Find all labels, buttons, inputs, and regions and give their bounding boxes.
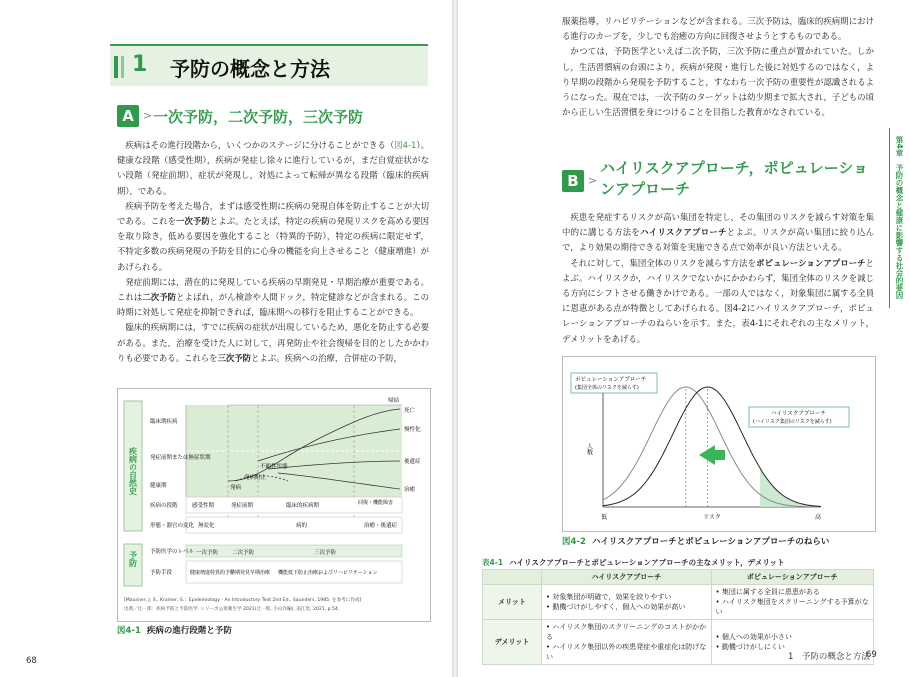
pop-sub: (集団全体のリスクを減らす) <box>575 385 639 391</box>
right-body-top <box>562 14 874 120</box>
row-cell: 回復・機能障害 <box>358 500 394 506</box>
x-mid: リスク <box>703 514 721 521</box>
row-cell: 機能低下防止治療およびリハビリテーション <box>278 570 378 576</box>
side-label-history: 疾病の自然史 <box>128 447 138 495</box>
table-row: メリット • 対象集団が明確で，効果を絞りやすい • 動機づけがしやすく，個人への効果が高い • 集団に属する全員に恩恵がある • ハイリスク集団をスクリーニングする予算がない <box>483 585 874 620</box>
paragraph: 服薬指導，リハビリテーションなどが含まれる。三次予防は，臨床的疾病期における進行のカーブを，少しでも治癒の方向に回復させようとするものである。 <box>562 16 874 42</box>
row-cell: 三次予防 <box>314 550 337 556</box>
x-low: 低 <box>601 514 608 521</box>
subsection-badge-a: A <box>117 105 139 127</box>
paragraph: 疾患を発症するリスクが高い集団を特定し，その集団のリスクを減らす対策を集中的に講じる方法をハイリスクアプローチとよぶ。リスクが高い集団に絞り込んで，より効果の期待できる対策を実施できる点で効率が良い方法といえる。 <box>562 212 875 253</box>
table-header: ポピュレーションアプローチ <box>711 570 873 585</box>
figure-4-2 <box>562 356 876 532</box>
chapter-side-text: 第4章 予防の概念と健康に影響する社会的要因 <box>895 136 904 299</box>
row-head: 予防医学のレベル <box>150 549 195 555</box>
outcome-label: 後遺症 <box>404 459 421 465</box>
source-line: 出典／辻一郎：疾病予防と予防医学. シリーズ公衆衛生学 2021(辻一郎, 小山洋編), 南江堂, 2021, p.54. <box>124 607 340 612</box>
right-page <box>458 0 910 677</box>
stage-label: 臨床期疾病 <box>150 419 178 425</box>
distribution-curve-1 <box>603 387 821 506</box>
row-cell: 病的 <box>296 523 308 529</box>
subsection-title-a: 一次予防，二次予防，三次予防 <box>153 108 364 126</box>
page-number-left: 68 <box>26 656 37 666</box>
left-body <box>117 138 429 366</box>
stage-label: 健康期 <box>150 483 167 489</box>
row-head: 疾病の段階 <box>150 503 178 509</box>
figure-4-2-caption: 図4-2 ハイリスクアプローチとポピュレーションアプローチのねらい <box>562 537 830 547</box>
row-cell: 二次予防 <box>232 550 255 556</box>
table-header <box>483 570 542 585</box>
source-line: [Mausner, J. S., Kramer, S.：Epidemiology - An Introductory Text 2nd Ed., Saunders, 1985. を参考に作成] <box>124 598 362 603</box>
paragraph: それに対して，集団全体のリスクを減らす方法をポピュレーションアプローチとよぶ。ハイリスクか，ハイリスクでないかにかかわらず，集団全体のリスクを減じる方向にシフトさせる働きかけである。一部の人ではなく，対象集団に属する全員に恩恵がある点が特徴としてあげられる。図4-2にハイリスクアプローチ，ポピュレーションアプローチのねらいを示す。また，表4-1にそれぞれの主なメリット，デメリットをあげる。 <box>562 257 874 344</box>
row-head: 形態・器官の変化 <box>150 523 195 529</box>
paragraph: 疾病予防を考えた場合，まずは感受性期に疾病の発現自体を防止することが大切である。これを一次予防とよぶ。たとえば，特定の疾病の発現リスクを高める要因を取り除き，低める要因を強化すること（特異的予防），特定の疾病に限定せず，不特定多数の疾病発現の予防を目的に心身の機能を向上させること（健康増進）があげられる。 <box>117 200 430 272</box>
curve-label: 発病阻止 <box>244 475 267 481</box>
chevron-right-icon: > <box>588 174 598 187</box>
row-head: 予防手段 <box>150 570 173 576</box>
chevron-right-icon: > <box>143 109 153 122</box>
hr-sub: (ハイリスク集団のリスクを減らす) <box>753 419 832 425</box>
curve-label: 不顕性状態 <box>260 464 288 470</box>
outcome-label: 慢性化 <box>404 427 421 433</box>
outcome-label: 帰結 <box>388 398 400 404</box>
x-high: 高 <box>815 514 822 521</box>
outcome-label: 死亡 <box>404 408 416 414</box>
row-cell: 治癒・後遺症 <box>364 523 398 529</box>
paragraph: 発症前期には，潜在的に発現している疾病の早期発見・早期治療が重要である。これは二次予防とよばれ，がん検診や人間ドック，特定健診などが含まれる。この時期に対処して発症を抑制できれば，臨床期への移行を阻止することができる。 <box>117 276 430 318</box>
chapter-side-tab <box>889 128 910 308</box>
left-page <box>0 0 452 677</box>
risk-distribution-chart <box>563 357 875 531</box>
running-footer: 1 予防の概念と方法 <box>788 652 870 662</box>
section-number: 1 <box>132 52 148 77</box>
section-header <box>110 44 428 86</box>
row-cell: 感受性期 <box>192 503 215 509</box>
figure-ref[interactable]: 図4-1 <box>394 140 417 150</box>
section-title: 予防の概念と方法 <box>170 57 330 81</box>
section-bar <box>114 56 118 78</box>
paragraph: 疾病はその進行段階から，いくつかのステージに分けることができる（図4-1）。健康な段階（感受性期），疾病が発症し徐々に進行しているが，まだ自覚症状がない段階（発症前期），症状が発現し，対処によって転帰が異なる段階（臨床的疾病期），である。 <box>117 140 429 196</box>
pop-label: ポピュレーションアプローチ <box>575 377 647 383</box>
paragraph: 臨床的疾病期には，すでに疾病の症状が出現しているため，悪化を防止する必要がある。また，治療を受けた人に対して，再発防止や社会復帰を目的としたかかわりも必要である。これらを三次予防とよぶ。疾病への治療，合併症の予防， <box>117 322 429 363</box>
natural-history-diagram <box>118 389 430 621</box>
subsection-title-b: ハイリスクアプローチ，ポピュレーションアプローチ <box>600 159 869 198</box>
y-label: 人数 <box>585 443 593 455</box>
right-body-b <box>562 210 874 347</box>
page-number-right: 69 <box>866 650 877 660</box>
paragraph: かつては，予防医学といえば二次予防，三次予防に重点が置かれていた。しかし，生活習慣病の台頭により，疾病が発現・進行した後に対処するのではなく，より早期の段階から発現を予防すること，すなわち一次予防の重要性が認識されるようになった。現在では，一次予防のターゲットは幼少期まで拡大され，子どもの頃から正しい生活習慣を身につけることを目指した教育がなされている。 <box>562 46 874 118</box>
subsection-badge-b: B <box>562 170 584 192</box>
row-cell: 健康増進特異的予防 <box>190 570 236 576</box>
stage-label: 発症前期または無症状期 <box>150 455 211 461</box>
figure-4-1 <box>117 388 431 622</box>
outcome-label: 治癒 <box>404 487 416 493</box>
row-cell: 無変化 <box>198 523 215 529</box>
figure-4-1-caption: 図4-1 疾病の進行段階と予防 <box>117 626 232 636</box>
shift-arrow-icon <box>699 445 715 465</box>
row-cell: 臨床的疾病期 <box>286 503 320 509</box>
hr-label: ハイリスクアプローチ <box>771 411 826 417</box>
high-risk-region <box>760 468 821 507</box>
table-4-1-caption: 表4-1 ハイリスクアプローチとポピュレーションアプローチの主なメリット，デメリット <box>482 558 785 567</box>
row-cell: 早期発見早期治療 <box>230 570 271 576</box>
table-row: デメリット • ハイリスク集団のスクリーニングのコストがかかる • ハイリスク集団以外の疾患発症や重症化は防げない • 個人への効果が小さい • 動機づけがしにくい <box>483 620 874 665</box>
table-header: ハイリスクアプローチ <box>542 570 712 585</box>
row-cell: 発症前期 <box>231 503 254 509</box>
side-label-prevention: 予防 <box>128 551 138 567</box>
section-bar-light <box>121 56 124 78</box>
curve-label: 発病 <box>230 485 242 491</box>
row-cell: 一次予防 <box>196 550 219 556</box>
